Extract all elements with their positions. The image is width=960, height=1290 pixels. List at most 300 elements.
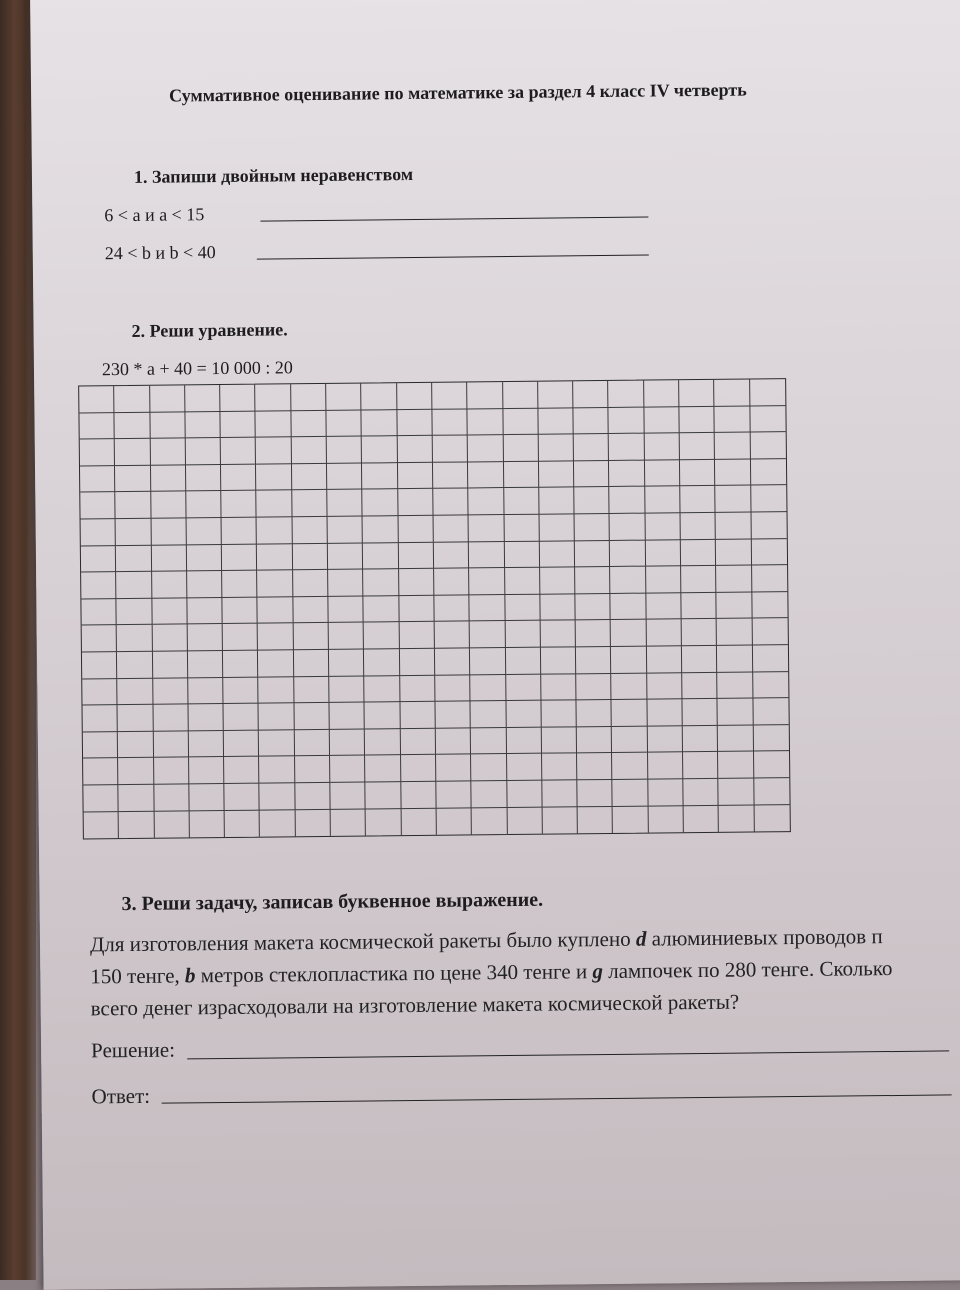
grid-cell xyxy=(754,751,790,778)
grid-cell xyxy=(222,544,258,571)
grid-cell xyxy=(152,598,188,625)
grid-cell xyxy=(506,674,542,701)
grid-cell xyxy=(186,465,222,492)
grid-cell xyxy=(718,725,754,752)
grid-cell xyxy=(187,598,223,625)
grid-cell xyxy=(540,621,576,648)
grid-cell xyxy=(153,678,189,705)
grid-cell xyxy=(504,461,540,488)
grid-cell xyxy=(260,757,296,784)
grid-cell xyxy=(326,384,362,411)
grid-cell xyxy=(118,758,154,785)
grid-cell xyxy=(185,412,221,439)
grid-cell xyxy=(680,433,716,460)
grid-cell xyxy=(397,383,433,410)
grid-cell xyxy=(647,726,683,753)
grid-cell xyxy=(187,571,223,598)
task2-equation: 230 * а + 40 = 10 000 : 20 xyxy=(101,357,293,380)
grid-cell xyxy=(400,675,436,702)
grid-cell xyxy=(150,412,186,439)
grid-cell xyxy=(503,382,539,409)
grid-cell xyxy=(256,464,292,491)
grid-cell xyxy=(81,546,117,573)
grid-cell xyxy=(258,650,294,677)
grid-cell xyxy=(468,462,504,489)
answer-line[interactable] xyxy=(162,1094,952,1103)
wooden-table-edge xyxy=(0,0,36,1280)
grid-cell xyxy=(577,753,613,780)
grid-cell xyxy=(366,809,402,836)
grid-cell xyxy=(541,647,577,674)
grid-cell xyxy=(401,808,437,835)
grid-cell xyxy=(716,486,752,513)
grid-cell xyxy=(682,646,718,673)
grid-cell xyxy=(751,485,787,512)
grid-cell xyxy=(363,569,399,596)
grid-cell xyxy=(223,677,259,704)
grid-cell xyxy=(648,806,684,833)
grid-cell xyxy=(609,460,645,487)
grid-cell xyxy=(505,621,541,648)
grid-cell xyxy=(469,515,505,542)
grid-cell xyxy=(153,651,189,678)
task3-text-segment: лампочек по 280 тенге. Сколько xyxy=(602,956,893,984)
grid-cell xyxy=(327,463,363,490)
grid-cell xyxy=(469,568,505,595)
grid-cell xyxy=(434,542,470,569)
grid-cell xyxy=(81,599,117,626)
grid-cell xyxy=(362,436,398,463)
grid-cell xyxy=(507,807,543,834)
task3-text-segment: Для изготовления макета космической ракеты было куплено xyxy=(89,926,637,957)
grid-cell xyxy=(398,463,434,490)
task1-answer-line-2[interactable] xyxy=(257,255,649,260)
grid-cell xyxy=(506,727,542,754)
grid-cell xyxy=(81,519,117,546)
grid-cell xyxy=(221,464,257,491)
grid-cell xyxy=(257,544,293,571)
grid-cell xyxy=(645,460,681,487)
grid-cell xyxy=(645,513,681,540)
grid-cell xyxy=(433,489,469,516)
grid-cell xyxy=(646,540,682,567)
grid-cell xyxy=(541,674,577,701)
grid-cell xyxy=(683,726,719,753)
grid-cell xyxy=(611,593,647,620)
grid-cell xyxy=(648,753,684,780)
grid-cell xyxy=(330,782,366,809)
grid-cell xyxy=(609,407,645,434)
grid-cell xyxy=(223,651,259,678)
grid-cell xyxy=(187,545,223,572)
grid-cell xyxy=(189,731,225,758)
grid-cell xyxy=(80,466,116,493)
grid-cell xyxy=(188,678,224,705)
grid-cell xyxy=(435,675,471,702)
solution-grid[interactable] xyxy=(78,378,791,839)
grid-cell xyxy=(717,645,753,672)
grid-cell xyxy=(152,625,188,652)
grid-cell xyxy=(436,728,472,755)
grid-cell xyxy=(574,461,610,488)
grid-cell xyxy=(258,597,294,624)
grid-cell xyxy=(578,806,614,833)
grid-cell xyxy=(186,491,222,518)
solution-answer-line[interactable] xyxy=(187,1050,949,1059)
grid-cell xyxy=(83,732,119,759)
grid-cell xyxy=(292,464,328,491)
grid-cell xyxy=(681,593,717,620)
grid-cell xyxy=(750,379,786,406)
grid-cell xyxy=(575,514,611,541)
grid-cell xyxy=(326,410,362,437)
task3-text-line-3: всего денег израсходовали на изготовление макета космической ракеты? xyxy=(90,989,740,1021)
grid-cell xyxy=(646,566,682,593)
task3-text-segment: 150 тенге, xyxy=(90,963,186,989)
task1-inequality-2: 24 < b и b < 40 xyxy=(104,242,216,264)
grid-cell xyxy=(82,625,118,652)
grid-cell xyxy=(717,619,753,646)
grid-cell xyxy=(609,434,645,461)
grid-cell xyxy=(717,592,753,619)
grid-cell xyxy=(574,434,610,461)
grid-cell xyxy=(437,808,473,835)
grid-cell xyxy=(576,594,612,621)
grid-cell xyxy=(291,411,327,438)
grid-cell xyxy=(752,618,788,645)
grid-cell xyxy=(577,780,613,807)
grid-cell xyxy=(754,805,790,832)
grid-cell xyxy=(753,672,789,699)
grid-cell xyxy=(542,754,578,781)
grid-cell xyxy=(362,383,398,410)
grid-cell xyxy=(116,492,152,519)
grid-cell xyxy=(294,703,330,730)
grid-cell xyxy=(577,727,613,754)
grid-cell xyxy=(185,385,221,412)
answer-label: Ответ: xyxy=(91,1083,151,1109)
grid-cell xyxy=(575,567,611,594)
task1-answer-line-1[interactable] xyxy=(260,217,648,222)
grid-cell xyxy=(750,406,786,433)
grid-cell xyxy=(151,518,187,545)
grid-cell xyxy=(503,435,539,462)
grid-cell xyxy=(116,545,152,572)
grid-cell xyxy=(472,781,508,808)
grid-cell xyxy=(329,676,365,703)
grid-cell xyxy=(222,518,258,545)
grid-cell xyxy=(82,705,118,732)
grid-cell xyxy=(256,437,292,464)
grid-cell xyxy=(115,412,151,439)
grid-cell xyxy=(435,702,471,729)
grid-cell xyxy=(83,785,119,812)
grid-cell xyxy=(646,593,682,620)
variable-d: d xyxy=(635,926,647,951)
grid-cell xyxy=(753,698,789,725)
grid-cell xyxy=(151,465,187,492)
grid-cell xyxy=(365,702,401,729)
page-title: Суммативное оценивание по математике за раздел 4 класс IV четверть xyxy=(169,79,747,106)
grid-cell xyxy=(329,623,365,650)
grid-cell xyxy=(364,596,400,623)
grid-cell xyxy=(400,702,436,729)
grid-cell xyxy=(613,779,649,806)
grid-cell xyxy=(154,758,190,785)
grid-cell xyxy=(292,490,328,517)
grid-cell xyxy=(611,647,647,674)
grid-cell xyxy=(470,675,506,702)
grid-cell xyxy=(433,436,469,463)
grid-cell xyxy=(716,539,752,566)
grid-cell xyxy=(540,541,576,568)
grid-cell xyxy=(436,781,472,808)
grid-cell xyxy=(363,543,399,570)
grid-cell xyxy=(330,703,366,730)
task1-inequality-1: 6 < а и а < 15 xyxy=(104,204,205,226)
grid-cell xyxy=(718,699,754,726)
grid-cell xyxy=(223,624,259,651)
grid-cell xyxy=(295,783,331,810)
grid-cell xyxy=(119,785,155,812)
grid-cell xyxy=(364,649,400,676)
grid-cell xyxy=(222,571,258,598)
grid-cell xyxy=(683,699,719,726)
grid-cell xyxy=(119,811,155,838)
grid-cell xyxy=(225,810,261,837)
grid-cell xyxy=(259,703,295,730)
grid-cell xyxy=(433,462,469,489)
grid-cell xyxy=(718,672,754,699)
grid-cell xyxy=(432,382,468,409)
grid-cell xyxy=(330,729,366,756)
grid-cell xyxy=(116,572,152,599)
grid-cell xyxy=(115,466,151,493)
grid-cell xyxy=(221,438,257,465)
grid-cell xyxy=(576,620,612,647)
grid-cell xyxy=(292,517,328,544)
grid-cell xyxy=(539,461,575,488)
grid-cell xyxy=(79,386,115,413)
grid-cell xyxy=(468,435,504,462)
grid-cell xyxy=(398,542,434,569)
grid-cell xyxy=(116,519,152,546)
variable-g: g xyxy=(592,959,604,984)
grid-cell xyxy=(715,459,751,486)
grid-cell xyxy=(647,673,683,700)
grid-cell xyxy=(433,515,469,542)
grid-cell xyxy=(221,411,257,438)
grid-cell xyxy=(83,758,119,785)
grid-cell xyxy=(151,545,187,572)
grid-cell xyxy=(117,652,153,679)
grid-cell xyxy=(82,679,118,706)
grid-cell xyxy=(718,752,754,779)
grid-cell xyxy=(472,808,508,835)
grid-cell xyxy=(647,646,683,673)
grid-cell xyxy=(364,623,400,650)
task3-heading: 3. Реши задачу, записав буквенное выражение. xyxy=(121,888,544,916)
grid-cell xyxy=(117,599,153,626)
grid-cell xyxy=(680,460,716,487)
grid-cell xyxy=(504,488,540,515)
grid-cell xyxy=(400,649,436,676)
grid-cell xyxy=(471,728,507,755)
grid-cell xyxy=(294,676,330,703)
grid-cell xyxy=(539,488,575,515)
grid-cell xyxy=(432,409,468,436)
grid-cell xyxy=(188,624,224,651)
grid-cell xyxy=(470,621,506,648)
grid-cell xyxy=(401,782,437,809)
grid-cell xyxy=(362,410,398,437)
grid-cell xyxy=(260,783,296,810)
grid-cell xyxy=(507,781,543,808)
grid-cell xyxy=(220,385,256,412)
grid-cell xyxy=(365,676,401,703)
grid-cell xyxy=(752,565,788,592)
grid-cell xyxy=(682,672,718,699)
grid-cell xyxy=(539,435,575,462)
grid-cell xyxy=(293,570,329,597)
grid-cell xyxy=(680,486,716,513)
grid-cell xyxy=(150,439,186,466)
grid-cell xyxy=(505,648,541,675)
grid-cell xyxy=(715,406,751,433)
task1-heading: 1. Запиши двойным неравенством xyxy=(133,163,414,187)
grid-cell xyxy=(291,384,327,411)
grid-cell xyxy=(81,572,117,599)
grid-cell xyxy=(256,384,292,411)
grid-cell xyxy=(679,406,715,433)
grid-cell xyxy=(719,778,755,805)
grid-cell xyxy=(225,784,261,811)
grid-cell xyxy=(363,490,399,517)
grid-cell xyxy=(221,491,257,518)
grid-cell xyxy=(328,517,364,544)
grid-cell xyxy=(751,512,787,539)
solution-label: Решение: xyxy=(90,1037,176,1063)
grid-cell xyxy=(503,408,539,435)
grid-cell xyxy=(150,385,186,412)
grid-cell xyxy=(327,437,363,464)
grid-cell xyxy=(189,811,225,838)
grid-cell xyxy=(573,381,609,408)
grid-cell xyxy=(186,518,222,545)
grid-cell xyxy=(751,459,787,486)
grid-cell xyxy=(82,652,118,679)
grid-cell xyxy=(719,805,755,832)
grid-cell xyxy=(646,620,682,647)
grid-cell xyxy=(506,701,542,728)
grid-cell xyxy=(538,381,574,408)
grid-cell xyxy=(468,409,504,436)
grid-cell xyxy=(397,436,433,463)
grid-cell xyxy=(645,487,681,514)
grid-cell xyxy=(469,542,505,569)
grid-cell xyxy=(80,493,116,520)
grid-cell xyxy=(610,487,646,514)
grid-cell xyxy=(259,730,295,757)
grid-cell xyxy=(681,513,717,540)
grid-cell xyxy=(114,386,150,413)
grid-cell xyxy=(260,810,296,837)
grid-cell xyxy=(328,596,364,623)
grid-cell xyxy=(398,489,434,516)
grid-cell xyxy=(471,754,507,781)
grid-cell xyxy=(434,569,470,596)
grid-cell xyxy=(609,381,645,408)
grid-cell xyxy=(435,648,471,675)
variable-b: b xyxy=(184,963,196,988)
grid-cell xyxy=(189,784,225,811)
grid-cell xyxy=(752,592,788,619)
worksheet-paper xyxy=(30,0,960,1290)
grid-cell xyxy=(505,594,541,621)
grid-cell xyxy=(84,812,120,839)
grid-cell xyxy=(682,619,718,646)
grid-cell xyxy=(399,569,435,596)
grid-cell xyxy=(154,784,190,811)
grid-cell xyxy=(257,517,293,544)
grid-cell xyxy=(363,516,399,543)
grid-cell xyxy=(539,514,575,541)
grid-cell xyxy=(644,433,680,460)
grid-cell xyxy=(612,673,648,700)
grid-cell xyxy=(256,411,292,438)
grid-cell xyxy=(259,677,295,704)
grid-cell xyxy=(611,620,647,647)
grid-cell xyxy=(575,541,611,568)
grid-cell xyxy=(291,437,327,464)
task3-text-line-2 xyxy=(90,953,892,991)
grid-cell xyxy=(188,651,224,678)
grid-cell xyxy=(540,567,576,594)
grid-cell xyxy=(365,755,401,782)
grid-cell xyxy=(331,809,367,836)
grid-cell xyxy=(189,757,225,784)
grid-cell xyxy=(151,492,187,519)
grid-cell xyxy=(153,731,189,758)
grid-cell xyxy=(118,678,154,705)
grid-cell xyxy=(293,597,329,624)
grid-cell xyxy=(611,567,647,594)
grid-cell xyxy=(436,755,472,782)
grid-cell xyxy=(327,490,363,517)
grid-cell xyxy=(224,757,260,784)
grid-cell xyxy=(542,780,578,807)
grid-cell xyxy=(612,700,648,727)
grid-cell xyxy=(399,622,435,649)
grid-cell xyxy=(401,755,437,782)
grid-cell xyxy=(679,380,715,407)
grid-cell xyxy=(610,514,646,541)
grid-cell xyxy=(750,432,786,459)
grid-cell xyxy=(577,700,613,727)
grid-cell xyxy=(644,407,680,434)
grid-cell xyxy=(470,648,506,675)
grid-cell xyxy=(610,540,646,567)
grid-cell xyxy=(683,752,719,779)
grid-cell xyxy=(538,408,574,435)
grid-cell xyxy=(186,438,222,465)
grid-cell xyxy=(295,809,331,836)
grid-cell xyxy=(681,539,717,566)
grid-cell xyxy=(574,408,610,435)
grid-cell xyxy=(576,647,612,674)
grid-cell xyxy=(434,595,470,622)
grid-cell xyxy=(574,487,610,514)
